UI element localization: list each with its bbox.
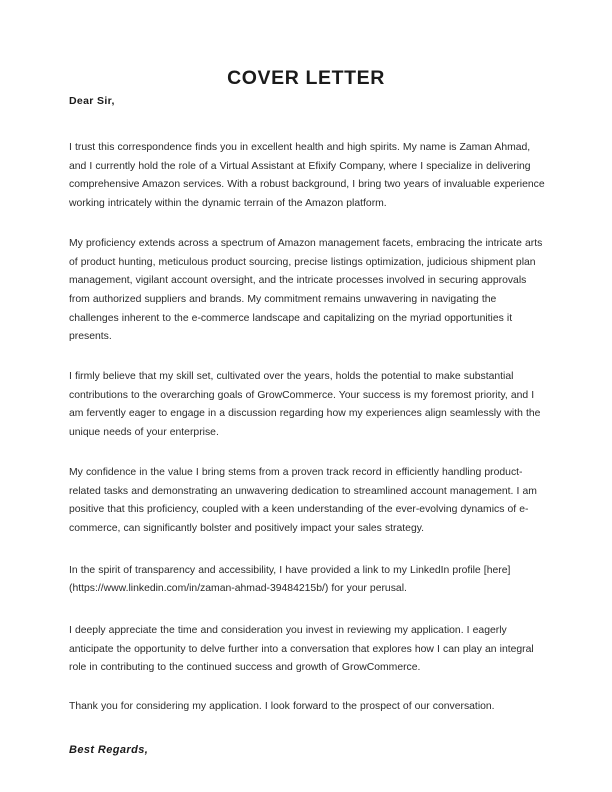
paragraph-skillset: I firmly believe that my skill set, cultivated over the years, holds the potential to make substantial contributions to the overarching goals of GrowCommerce. Your success is my foremost priority, and I am fervently eager to engage in a discussion regarding how my experiences align seamlessly with the unique needs of your enterprise. bbox=[69, 371, 541, 439]
paragraph-thank-you: Thank you for considering my application. I look forward to the prospect of our conversation. bbox=[69, 701, 495, 713]
salutation: Dear Sir, bbox=[69, 95, 115, 107]
paragraph-proficiency: My proficiency extends across a spectrum of Amazon management facets, embracing the intricate arts of product hunting, meticulous product sourcing, precise listings optimization, judicious shipment plan management, vigilant account oversight, and the intricate processes involved in securing approvals from authorized suppliers and brands. My commitment remains unwavering in navigating the challenges inherent to the e-commerce landscape and capitalizing on the myriad opportunities it presents. bbox=[69, 237, 543, 343]
paragraph-linkedin: In the spirit of transparency and accessibility, I have provided a link to my LinkedIn profile [here](https://www.linkedin.com/in/zaman-ahmad-39484215b/) for your perusal. bbox=[69, 564, 511, 595]
letter-body bbox=[69, 139, 547, 756]
signoff: Best Regards, bbox=[69, 743, 149, 756]
paragraph-confidence: My confidence in the value I bring stems from a proven track record in efficiently handling product-related tasks and demonstrating an unwavering dedication to streamlined account management. I am positive that this proficiency, coupled with a keen understanding of the ever-evolving dynamics of e-commerce, can significantly bolster and positively impact your sales strategy. bbox=[69, 466, 537, 534]
paragraph-intro: I trust this correspondence finds you in excellent health and high spirits. My name is Zaman Ahmad, and I currently hold the role of a Virtual Assistant at Efixify Company, where I specialize in delivering comprehensive Amazon services. With a robust background, I bring two years of invaluable experience working intricately within the dynamic terrain of the Amazon platform. bbox=[69, 142, 545, 210]
page-title: COVER LETTER bbox=[227, 67, 385, 89]
paragraph-appreciation: I deeply appreciate the time and consideration you invest in reviewing my application. I eagerly anticipate the opportunity to delve further into a conversation that explores how I can play an integral role in contributing to the continued success and growth of GrowCommerce. bbox=[69, 625, 534, 674]
